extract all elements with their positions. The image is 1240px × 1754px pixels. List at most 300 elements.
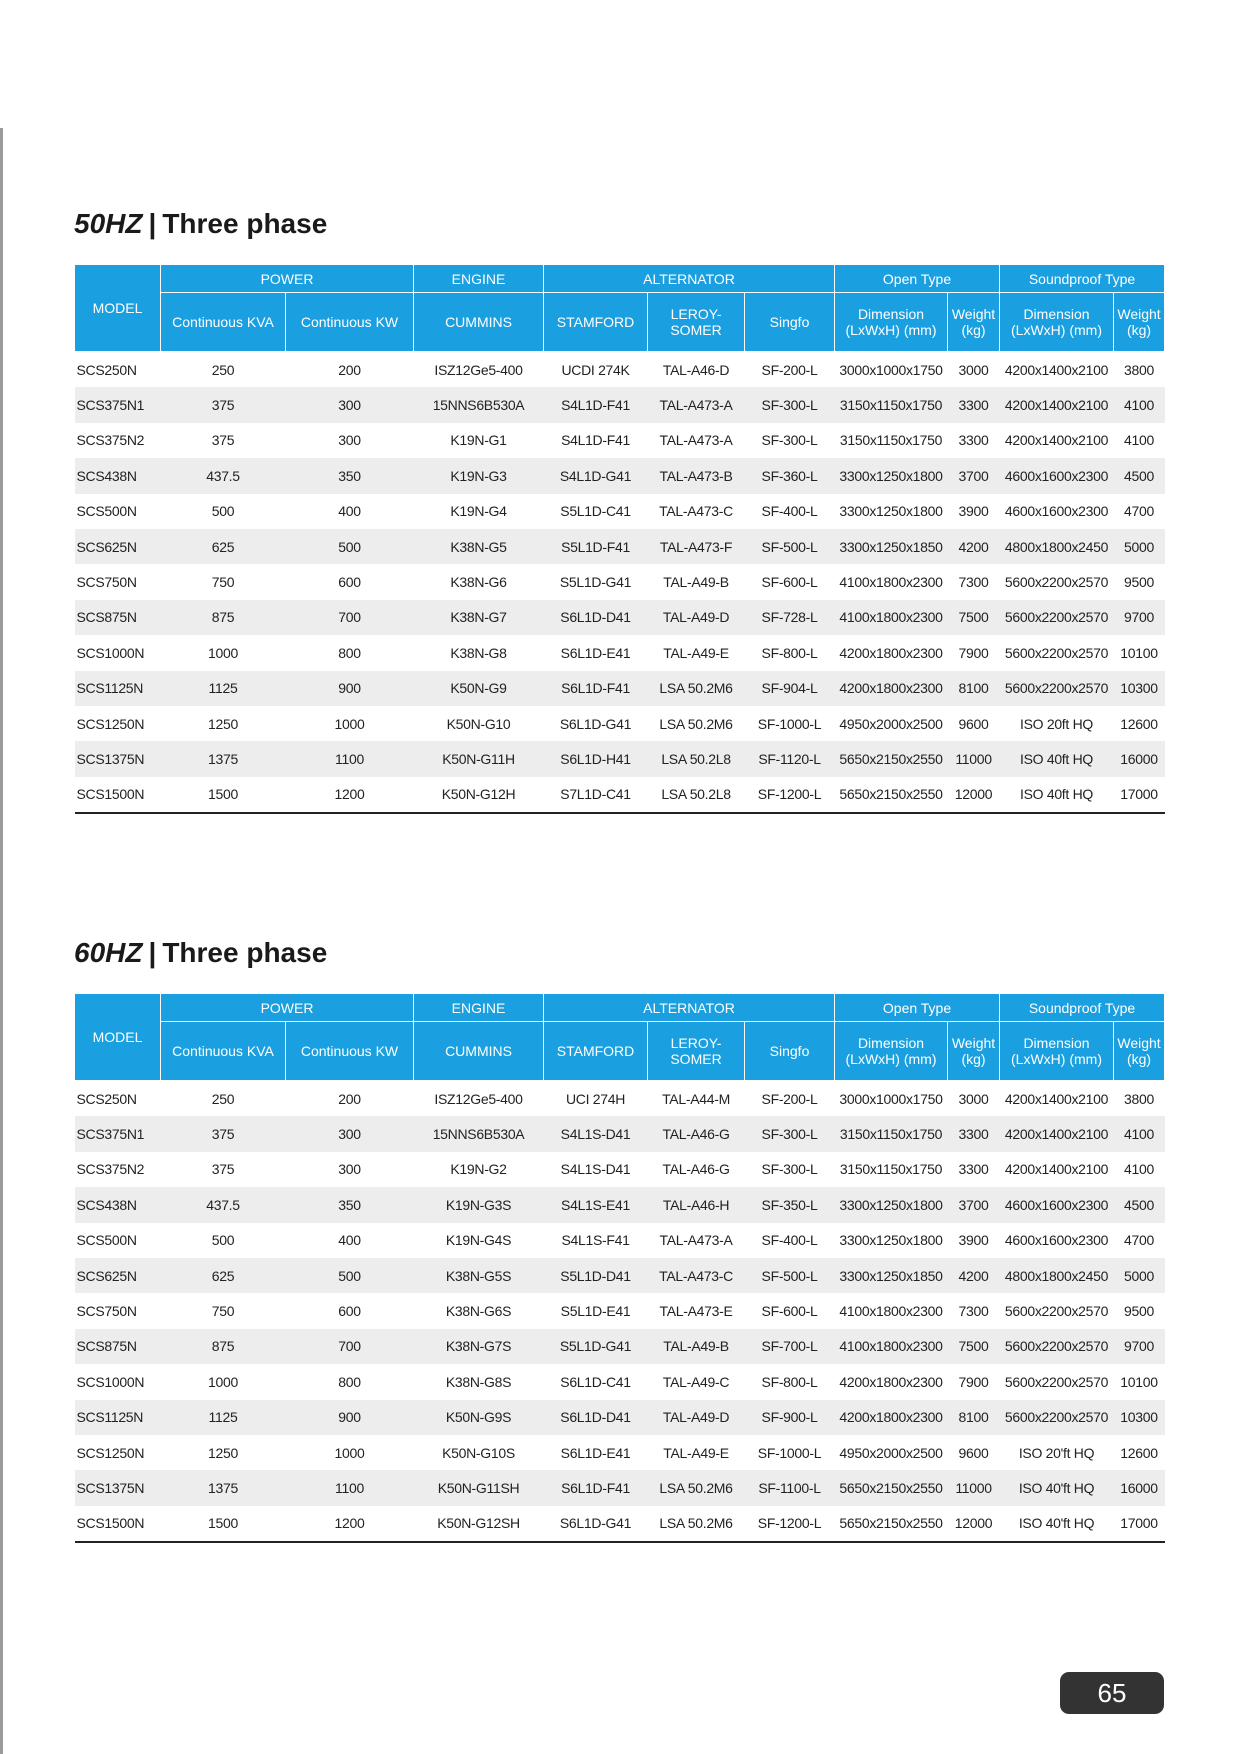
- header-leroy-somer: LEROY-SOMER: [648, 1022, 745, 1081]
- cell-kw: 700: [286, 1329, 414, 1364]
- cell-open-dimension: 3000x1000x1750: [839, 1090, 943, 1107]
- cell-sound-dimension: 5600x2200x2570: [1000, 671, 1114, 706]
- cell-singfo: SF-350-L: [745, 1187, 835, 1222]
- cell-sound-weight: 17000: [1114, 1506, 1165, 1542]
- cell-leroy-somer: TAL-A473-A: [659, 432, 733, 449]
- cell-model: SCS438N: [75, 458, 161, 493]
- cell-kva: 625: [161, 529, 286, 564]
- cell-open-weight: 3300: [948, 387, 1000, 422]
- section-60hz: [74, 937, 1164, 1543]
- cell-leroy-somer: TAL-A49-D: [648, 1400, 745, 1435]
- cell-leroy-somer: TAL-A473-B: [648, 458, 745, 493]
- cell-sound-dimension: 4200x1400x2100: [1004, 432, 1109, 449]
- cell-open-dimension: 3300x1250x1850: [835, 529, 948, 564]
- cell-engine: K38N-G7S: [414, 1329, 544, 1364]
- cell-singfo: SF-300-L: [745, 1116, 835, 1151]
- cell-model: SCS1000N: [76, 1373, 145, 1390]
- cell-open-dimension: 3300x1250x1800: [835, 458, 948, 493]
- cell-kw: 200: [338, 361, 361, 378]
- table-row: [75, 1329, 1165, 1364]
- table-row: [75, 777, 1165, 813]
- cell-sound-weight: 16000: [1114, 741, 1165, 776]
- header-sound-weight: Weight (kg): [1114, 1022, 1165, 1081]
- cell-kva: 1500: [161, 777, 286, 813]
- cell-sound-dimension: 4600x1600x2300: [1000, 458, 1114, 493]
- header-leroy-somer: LEROY-SOMER: [648, 293, 745, 352]
- cell-sound-weight: 4100: [1124, 432, 1154, 449]
- cell-stamford: S4L1D-F41: [544, 387, 648, 422]
- cell-singfo: SF-200-L: [761, 361, 818, 378]
- cell-leroy-somer: TAL-A44-M: [662, 1090, 730, 1107]
- cell-kw: 900: [286, 671, 414, 706]
- table-row: [75, 494, 1165, 529]
- cell-open-weight: 12000: [948, 777, 1000, 813]
- cell-open-weight: 3300: [958, 432, 989, 449]
- cell-stamford: S5L1D-G41: [544, 1329, 648, 1364]
- cell-stamford: S6L1D-C41: [560, 1373, 631, 1390]
- cell-leroy-somer: TAL-A49-B: [648, 1329, 745, 1364]
- cell-kw: 1200: [286, 1506, 414, 1542]
- cell-open-dimension: 4200x1800x2300: [839, 644, 943, 661]
- cell-open-weight: 7300: [958, 1303, 989, 1320]
- cell-leroy-somer: TAL-A46-D: [662, 361, 730, 378]
- cell-leroy-somer: TAL-A473-C: [659, 503, 733, 520]
- cell-singfo: SF-600-L: [761, 574, 818, 591]
- cell-sound-dimension: 5600x2200x2570: [1000, 1329, 1114, 1364]
- cell-singfo: SF-800-L: [761, 644, 818, 661]
- cell-engine: K50N-G9S: [414, 1400, 544, 1435]
- cell-singfo: SF-600-L: [761, 1303, 818, 1320]
- header-open-weight: Weight (kg): [948, 293, 1000, 352]
- cell-open-dimension: 4200x1800x2300: [835, 1400, 948, 1435]
- cell-engine: K38N-G8: [450, 644, 507, 661]
- cell-sound-dimension: 4200x1400x2100: [1000, 1116, 1114, 1151]
- section-50hz: [74, 208, 1164, 814]
- cell-sound-weight: 4500: [1114, 1187, 1165, 1222]
- cell-open-weight: 7300: [958, 574, 989, 591]
- cell-kva: 1500: [161, 1506, 286, 1542]
- cell-engine: K19N-G2: [450, 1161, 507, 1178]
- cell-model: SCS750N: [76, 574, 137, 591]
- cell-stamford: S5L1D-E41: [560, 1303, 631, 1320]
- cell-sound-weight: 12600: [1120, 715, 1158, 732]
- cell-model: SCS625N: [75, 1258, 161, 1293]
- cell-stamford: S4L1S-F41: [561, 1232, 630, 1249]
- cell-sound-weight: 9700: [1114, 600, 1165, 635]
- header-continuous-kva: Continuous KVA: [161, 293, 286, 352]
- cell-sound-weight: 10300: [1114, 1400, 1165, 1435]
- cell-stamford: S5L1D-D41: [544, 1258, 648, 1293]
- cell-singfo: SF-500-L: [745, 529, 835, 564]
- cell-stamford: S4L1S-E41: [544, 1187, 648, 1222]
- header-model: MODEL: [75, 265, 161, 352]
- header-row-columns: [75, 1022, 1165, 1081]
- header-alternator: ALTERNATOR: [544, 994, 835, 1022]
- cell-kw: 800: [338, 644, 361, 661]
- cell-model: SCS1250N: [76, 715, 145, 732]
- cell-sound-dimension: ISO 40ft HQ: [1000, 777, 1114, 813]
- cell-engine: K50N-G12SH: [414, 1506, 544, 1542]
- cell-singfo: SF-500-L: [745, 1258, 835, 1293]
- cell-sound-dimension: ISO 40ft HQ: [1000, 741, 1114, 776]
- table-row: [75, 1116, 1165, 1151]
- cell-engine: K38N-G7: [414, 600, 544, 635]
- cell-leroy-somer: TAL-A473-C: [648, 1258, 745, 1293]
- left-margin-rule: [0, 128, 3, 1754]
- cell-open-weight: 3900: [958, 503, 989, 520]
- cell-model: SCS1375N: [75, 1470, 161, 1505]
- header-row-group: [75, 265, 1165, 293]
- cell-kw: 1100: [286, 741, 414, 776]
- cell-leroy-somer: LSA 50.2M6: [648, 1506, 745, 1542]
- cell-engine: ISZ12Ge5-400: [434, 361, 523, 378]
- cell-model: SCS875N: [75, 1329, 161, 1364]
- cell-kva: 500: [211, 1232, 235, 1249]
- header-cummins: CUMMINS: [414, 1022, 544, 1081]
- cell-open-weight: 7500: [948, 600, 1000, 635]
- table-row: [75, 423, 1165, 458]
- cell-sound-dimension: ISO 20ft HQ: [1020, 715, 1093, 732]
- header-soundproof-type: Soundproof Type: [1000, 265, 1165, 293]
- cell-kva: 437.5: [161, 458, 286, 493]
- cell-kw: 300: [338, 432, 361, 449]
- cell-kw: 400: [338, 503, 361, 520]
- header-cummins: CUMMINS: [414, 293, 544, 352]
- cell-sound-dimension: 4800x1800x2450: [1000, 529, 1114, 564]
- cell-engine: K50N-G11SH: [414, 1470, 544, 1505]
- cell-engine: K19N-G3: [414, 458, 544, 493]
- cell-model: SCS750N: [76, 1303, 137, 1320]
- cell-leroy-somer: TAL-A473-A: [659, 1232, 733, 1249]
- cell-sound-weight: 9500: [1124, 1303, 1154, 1320]
- cell-open-weight: 12000: [948, 1506, 1000, 1542]
- cell-sound-weight: 10100: [1120, 1373, 1158, 1390]
- table-row: [75, 706, 1165, 741]
- section-title: [74, 208, 1164, 260]
- cell-kw: 1000: [334, 715, 365, 732]
- cell-open-dimension: 3300x1250x1800: [839, 1232, 943, 1249]
- phase-label: Three phase: [162, 937, 328, 968]
- cell-kw: 600: [338, 574, 361, 591]
- cell-stamford: S4L1D-G41: [544, 458, 648, 493]
- cell-leroy-somer: LSA 50.2L8: [648, 741, 745, 776]
- cell-engine: K50N-G9: [414, 671, 544, 706]
- table-row: [75, 741, 1165, 776]
- table-row: [75, 1364, 1165, 1399]
- frequency-label: 60HZ: [74, 937, 143, 968]
- cell-kva: 250: [211, 361, 235, 378]
- cell-open-weight: 7500: [948, 1329, 1000, 1364]
- cell-kw: 500: [286, 529, 414, 564]
- cell-singfo: SF-700-L: [745, 1329, 835, 1364]
- cell-singfo: SF-360-L: [745, 458, 835, 493]
- cell-kva: 750: [211, 574, 235, 591]
- cell-open-dimension: 4100x1800x2300: [835, 600, 948, 635]
- cell-kw: 350: [286, 1187, 414, 1222]
- cell-model: SCS1125N: [75, 671, 161, 706]
- table-row: [75, 1081, 1165, 1117]
- header-open-type: Open Type: [835, 994, 1000, 1022]
- table-row: [75, 635, 1165, 670]
- table-row: [75, 1470, 1165, 1505]
- cell-kva: 375: [161, 1116, 286, 1151]
- cell-model: SCS250N: [76, 1090, 137, 1107]
- cell-model: SCS625N: [75, 529, 161, 564]
- header-alternator: ALTERNATOR: [544, 265, 835, 293]
- cell-singfo: SF-1000-L: [757, 715, 822, 732]
- header-row-columns: [75, 293, 1165, 352]
- header-engine: ENGINE: [414, 265, 544, 293]
- spec-table: [74, 993, 1165, 1543]
- cell-leroy-somer: TAL-A49-D: [648, 600, 745, 635]
- cell-singfo: SF-1200-L: [745, 1506, 835, 1542]
- cell-sound-weight: 4500: [1114, 458, 1165, 493]
- cell-open-dimension: 4200x1800x2300: [835, 671, 948, 706]
- cell-stamford: S6L1D-F41: [544, 1470, 648, 1505]
- cell-sound-dimension: 4200x1400x2100: [1004, 1090, 1109, 1107]
- cell-sound-weight: 3800: [1124, 361, 1154, 378]
- table-row: [75, 1152, 1165, 1187]
- cell-sound-dimension: 5600x2200x2570: [1000, 600, 1114, 635]
- table-row: [75, 1506, 1165, 1542]
- table-row: [75, 387, 1165, 422]
- cell-kva: 250: [211, 1090, 235, 1107]
- cell-leroy-somer: LSA 50.2M6: [659, 715, 733, 732]
- cell-singfo: SF-1100-L: [745, 1470, 835, 1505]
- cell-singfo: SF-900-L: [745, 1400, 835, 1435]
- cell-sound-weight: 5000: [1114, 1258, 1165, 1293]
- cell-stamford: S6L1D-E41: [560, 1444, 631, 1461]
- cell-engine: 15NNS6B530A: [414, 1116, 544, 1151]
- cell-sound-dimension: 5600x2200x2570: [1000, 1400, 1114, 1435]
- cell-sound-weight: 9700: [1114, 1329, 1165, 1364]
- cell-sound-weight: 17000: [1114, 777, 1165, 813]
- cell-kw: 400: [338, 1232, 361, 1249]
- cell-model: SCS1500N: [75, 777, 161, 813]
- cell-kw: 300: [286, 1116, 414, 1151]
- header-row-group: [75, 994, 1165, 1022]
- cell-singfo: SF-800-L: [761, 1373, 818, 1390]
- cell-engine: K38N-G6: [450, 574, 507, 591]
- header-continuous-kw: Continuous KW: [286, 1022, 414, 1081]
- cell-stamford: UCDI 274K: [561, 361, 630, 378]
- title-separator: |: [148, 937, 157, 968]
- cell-stamford: S6L1D-G41: [544, 1506, 648, 1542]
- header-sound-dimension: Dimension (LxWxH) (mm): [1000, 1022, 1114, 1081]
- cell-leroy-somer: TAL-A46-G: [648, 1116, 745, 1151]
- cell-open-weight: 3000: [958, 1090, 989, 1107]
- cell-kw: 1000: [334, 1444, 365, 1461]
- cell-open-dimension: 5650x2150x2550: [835, 1506, 948, 1542]
- header-stamford: STAMFORD: [544, 1022, 648, 1081]
- table-row: [75, 1187, 1165, 1222]
- cell-kva: 625: [161, 1258, 286, 1293]
- cell-model: SCS1250N: [76, 1444, 145, 1461]
- cell-open-weight: 3300: [958, 1161, 989, 1178]
- section-title: [74, 937, 1164, 989]
- table-row: [75, 1400, 1165, 1435]
- header-stamford: STAMFORD: [544, 293, 648, 352]
- cell-kw: 700: [286, 600, 414, 635]
- cell-model: SCS375N2: [76, 1161, 145, 1178]
- cell-open-weight: 8100: [948, 1400, 1000, 1435]
- cell-kva: 1000: [208, 1373, 238, 1390]
- cell-model: SCS500N: [76, 1232, 137, 1249]
- cell-engine: ISZ12Ge5-400: [434, 1090, 523, 1107]
- cell-kva: 437.5: [161, 1187, 286, 1222]
- cell-sound-dimension: 4200x1400x2100: [1004, 1161, 1109, 1178]
- cell-open-dimension: 4100x1800x2300: [835, 1329, 948, 1364]
- cell-sound-weight: 10100: [1120, 644, 1158, 661]
- cell-engine: K19N-G4S: [445, 1232, 512, 1249]
- cell-kw: 900: [286, 1400, 414, 1435]
- cell-open-weight: 4200: [948, 1258, 1000, 1293]
- header-singfo: Singfo: [745, 1022, 835, 1081]
- cell-sound-weight: 16000: [1114, 1470, 1165, 1505]
- cell-model: SCS375N2: [76, 432, 145, 449]
- header-power: POWER: [161, 994, 414, 1022]
- header-open-weight: Weight (kg): [948, 1022, 1000, 1081]
- table-row: [75, 529, 1165, 564]
- cell-open-dimension: 4950x2000x2500: [839, 1444, 943, 1461]
- cell-leroy-somer: TAL-A46-G: [662, 1161, 730, 1178]
- cell-model: SCS1125N: [75, 1400, 161, 1435]
- cell-sound-weight: 10300: [1114, 671, 1165, 706]
- cell-kva: 375: [211, 432, 235, 449]
- table-row: [75, 1435, 1165, 1470]
- page-number: 65: [1060, 1672, 1164, 1714]
- header-open-dimension: Dimension (LxWxH) (mm): [835, 293, 948, 352]
- cell-kva: 1125: [161, 671, 286, 706]
- cell-open-dimension: 4100x1800x2300: [839, 1303, 943, 1320]
- cell-stamford: S6L1D-D41: [544, 600, 648, 635]
- cell-stamford: S5L1D-G41: [559, 574, 632, 591]
- cell-kva: 1375: [161, 1470, 286, 1505]
- cell-model: SCS1375N: [75, 741, 161, 776]
- cell-open-dimension: 5650x2150x2550: [835, 777, 948, 813]
- cell-singfo: SF-728-L: [745, 600, 835, 635]
- cell-kva: 1250: [208, 715, 238, 732]
- table-row: [75, 600, 1165, 635]
- cell-singfo: SF-1200-L: [745, 777, 835, 813]
- cell-kva: 1250: [208, 1444, 238, 1461]
- cell-open-weight: 3900: [958, 1232, 989, 1249]
- cell-open-weight: 3700: [948, 1187, 1000, 1222]
- cell-open-dimension: 3150x1150x1750: [835, 387, 948, 422]
- cell-kw: 300: [338, 1161, 361, 1178]
- cell-singfo: SF-1000-L: [757, 1444, 822, 1461]
- cell-kva: 1125: [161, 1400, 286, 1435]
- cell-singfo: SF-400-L: [761, 1232, 818, 1249]
- phase-label: Three phase: [162, 208, 328, 239]
- header-open-type: Open Type: [835, 265, 1000, 293]
- cell-open-weight: 9600: [958, 1444, 989, 1461]
- frequency-label: 50HZ: [74, 208, 143, 239]
- table-row: [75, 564, 1165, 599]
- cell-open-dimension: 3000x1000x1750: [839, 361, 943, 378]
- cell-model: SCS438N: [75, 1187, 161, 1222]
- cell-kw: 800: [338, 1373, 361, 1390]
- cell-open-weight: 7900: [958, 1373, 989, 1390]
- cell-leroy-somer: TAL-A46-H: [648, 1187, 745, 1222]
- cell-engine: K38N-G5S: [414, 1258, 544, 1293]
- cell-sound-dimension: 5600x2200x2570: [1004, 1373, 1109, 1390]
- cell-model: SCS1000N: [76, 644, 145, 661]
- cell-stamford: S4L1S-D41: [560, 1161, 631, 1178]
- header-continuous-kva: Continuous KVA: [161, 1022, 286, 1081]
- cell-sound-weight: 4700: [1124, 1232, 1154, 1249]
- header-continuous-kw: Continuous KW: [286, 293, 414, 352]
- cell-sound-weight: 4100: [1124, 1161, 1154, 1178]
- cell-model: SCS250N: [76, 361, 137, 378]
- cell-singfo: SF-400-L: [761, 503, 818, 520]
- cell-leroy-somer: LSA 50.2M6: [648, 671, 745, 706]
- cell-kva: 375: [161, 387, 286, 422]
- header-soundproof-type: Soundproof Type: [1000, 994, 1165, 1022]
- table-row: [75, 1258, 1165, 1293]
- cell-kva: 875: [161, 1329, 286, 1364]
- cell-sound-weight: 4100: [1114, 387, 1165, 422]
- cell-engine: K19N-G3S: [414, 1187, 544, 1222]
- cell-singfo: SF-300-L: [761, 1161, 818, 1178]
- cell-kva: 875: [161, 600, 286, 635]
- cell-sound-weight: 4700: [1124, 503, 1154, 520]
- cell-sound-weight: 12600: [1120, 1444, 1158, 1461]
- cell-sound-dimension: 5600x2200x2570: [1004, 1303, 1109, 1320]
- cell-kw: 600: [338, 1303, 361, 1320]
- cell-engine: K19N-G4: [450, 503, 507, 520]
- cell-engine: K50N-G12H: [414, 777, 544, 813]
- cell-engine: K50N-G10: [446, 715, 511, 732]
- cell-sound-dimension: 5600x2200x2570: [1004, 574, 1109, 591]
- cell-engine: K50N-G11H: [414, 741, 544, 776]
- cell-open-weight: 3000: [958, 361, 989, 378]
- cell-leroy-somer: TAL-A473-E: [659, 1303, 733, 1320]
- cell-kva: 500: [211, 503, 235, 520]
- cell-stamford: UCI 274H: [565, 1090, 626, 1107]
- cell-engine: K19N-G1: [450, 432, 507, 449]
- cell-stamford: S5L1D-F41: [544, 529, 648, 564]
- header-engine: ENGINE: [414, 994, 544, 1022]
- cell-kw: 1100: [286, 1470, 414, 1505]
- cell-sound-dimension: 4200x1400x2100: [1004, 361, 1109, 378]
- cell-leroy-somer: LSA 50.2L8: [648, 777, 745, 813]
- cell-sound-weight: 3800: [1124, 1090, 1154, 1107]
- cell-sound-dimension: ISO 20'ft HQ: [1018, 1444, 1095, 1461]
- cell-open-dimension: 3300x1250x1800: [835, 1187, 948, 1222]
- cell-open-weight: 11000: [948, 741, 1000, 776]
- cell-kw: 300: [286, 387, 414, 422]
- cell-open-weight: 11000: [948, 1470, 1000, 1505]
- cell-sound-dimension: 4600x1600x2300: [1000, 1187, 1114, 1222]
- cell-open-dimension: 4200x1800x2300: [839, 1373, 943, 1390]
- table-row: [75, 352, 1165, 388]
- cell-stamford: S7L1D-C41: [544, 777, 648, 813]
- cell-open-dimension: 4100x1800x2300: [839, 574, 943, 591]
- cell-open-weight: 4200: [948, 529, 1000, 564]
- cell-open-weight: 7900: [958, 644, 989, 661]
- cell-model: SCS375N1: [75, 387, 161, 422]
- cell-open-dimension: 3150x1150x1750: [839, 1161, 943, 1178]
- cell-leroy-somer: TAL-A49-E: [663, 644, 729, 661]
- cell-engine: K38N-G8S: [445, 1373, 512, 1390]
- cell-leroy-somer: TAL-A49-C: [662, 1373, 730, 1390]
- cell-model: SCS1500N: [75, 1506, 161, 1542]
- cell-leroy-somer: TAL-A49-E: [663, 1444, 729, 1461]
- header-model: MODEL: [75, 994, 161, 1081]
- header-open-dimension: Dimension (LxWxH) (mm): [835, 1022, 948, 1081]
- cell-leroy-somer: TAL-A49-B: [663, 574, 729, 591]
